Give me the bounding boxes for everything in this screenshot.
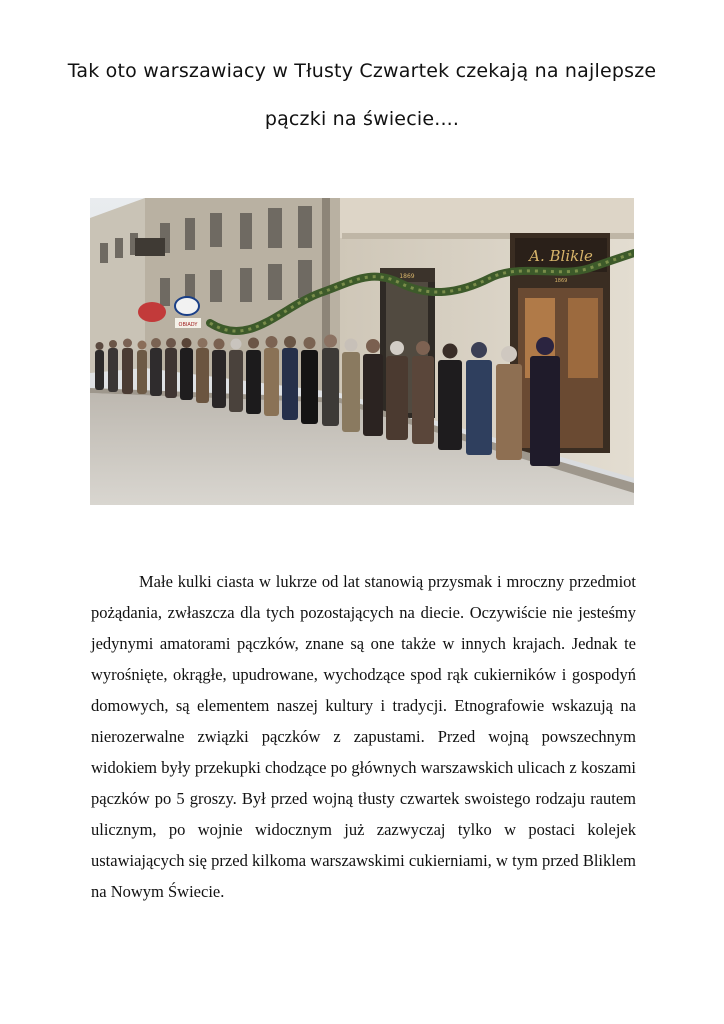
shop-year-left: 1869 xyxy=(399,273,415,280)
page-title-line-1: Tak oto warszawiacy w Tłusty Czwartek czekają na najlepsze xyxy=(67,60,657,82)
shop-sign-text: A. Blikle xyxy=(529,247,593,265)
sign-obiady: OBIADY xyxy=(178,322,198,328)
queue-photo xyxy=(90,198,634,505)
page-title-line-2: pączki na świecie.... xyxy=(264,108,460,130)
article-paragraph: Małe kulki ciasta w lukrze od lat stanowią przysmak i mroczny przedmiot pożądania, zwłaszcza dla tych pozostających na diecie. Oczywiście nie jesteśmy jedynymi amatorami pączków, znane są one także w innych krajach. Jednak te wyrośnięte, okrągłe, upudrowane, wychodzące spod rąk cukierników i gospodyń domowych, są elementem naszej kultury i tradycji. Etnografowie wskazują na nierozerwalne związki pączków z zapustami. Przed wojną powszechnym widokiem były przekupki chodzące po głównych warszawskich ulicach z koszami pączków po 5 groszy. Był przed wojną tłusty czwartek swoistego rodzaju rautem ulicznym, po wojnie widocznym już zazwyczaj tylko w postaci kolejek ustawiających się przed kilkoma warszawskimi cukierniami, w tym przed Bliklem na Nowym Świecie. xyxy=(91,572,636,901)
shop-year-right: 1869 xyxy=(554,278,568,284)
